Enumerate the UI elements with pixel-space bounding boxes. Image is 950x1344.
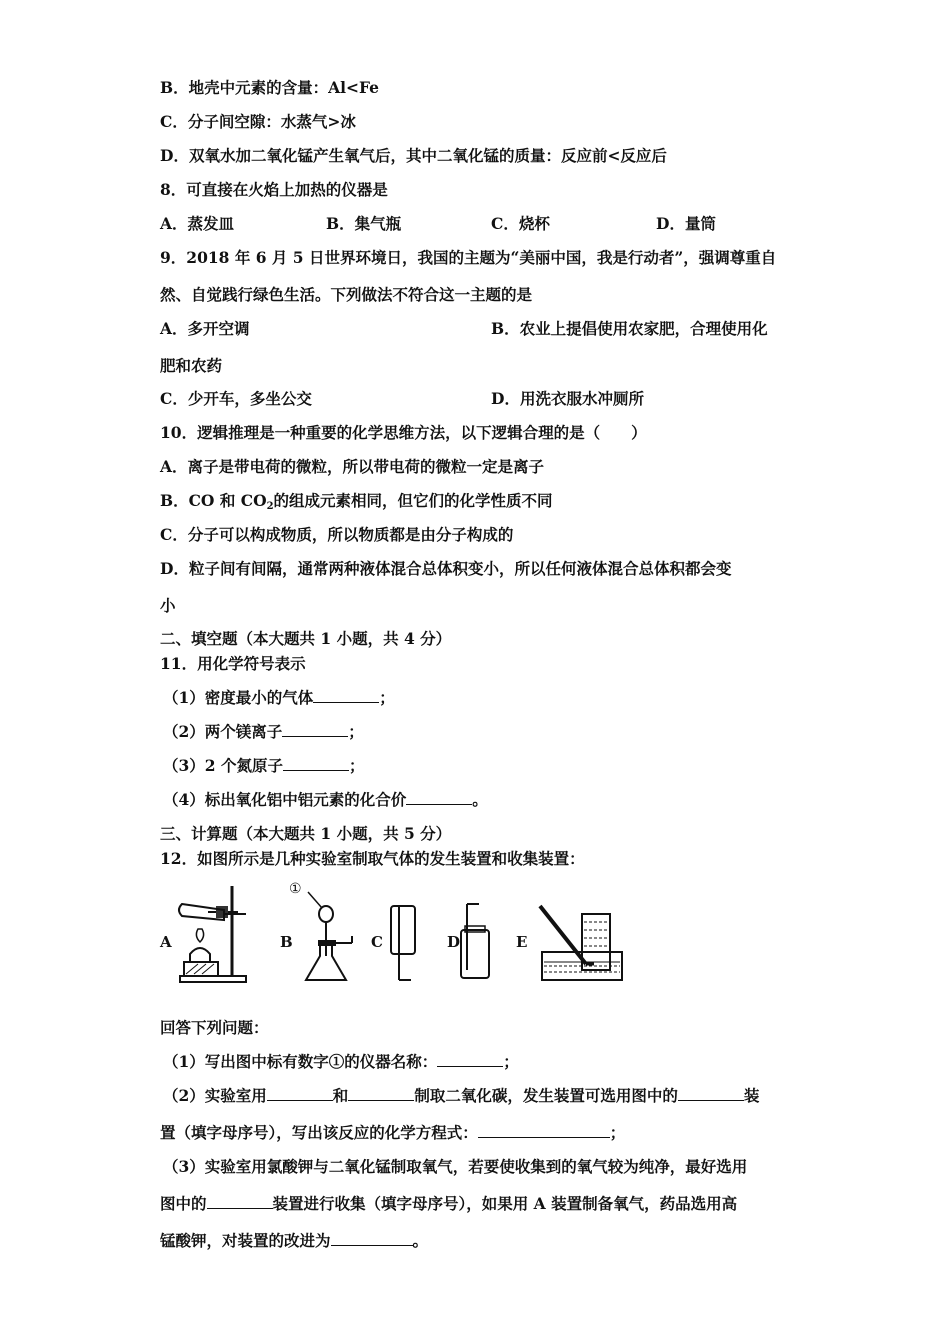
section3-title: 三、计算题（本大题共 1 小题，共 5 分） — [160, 824, 452, 843]
semicolon: ； — [379, 688, 395, 707]
q11-item-1-text: （1）密度最小的气体 — [163, 688, 314, 707]
figure-label-b: B — [280, 933, 293, 951]
q12-part-2-continued — [160, 1123, 625, 1143]
q11-item-4 — [163, 790, 488, 810]
q9-option-d: D．用洗衣服水冲厕所 — [491, 389, 644, 408]
answer-blank[interactable] — [437, 1052, 503, 1067]
apparatus-a-diagram — [172, 884, 252, 984]
section2-title: 二、填空题（本大题共 1 小题，共 4 分） — [160, 629, 452, 648]
q7-option-c: C．分子间空隙：水蒸气>冰 — [160, 112, 356, 131]
answer-blank[interactable] — [282, 722, 348, 737]
q9-stem-line1: 9．2018 年 6 月 5 日世界环境日，我国的主题为“美丽中国，我是行动者”，强调尊重自 — [160, 248, 777, 267]
q11-item-1 — [163, 688, 395, 708]
apparatus-c-diagram — [385, 900, 419, 986]
q12-part-1 — [163, 1052, 519, 1072]
q8-option-c: C．烧杯 — [491, 214, 550, 233]
q12-part-2 — [163, 1086, 759, 1106]
semicolon: ； — [348, 722, 364, 741]
q12-part-2-text-e: 置（填字母序号），写出该反应的化学方程式： — [160, 1123, 478, 1142]
q12-part-2-text-b: 和 — [332, 1086, 349, 1105]
q9-option-a: A．多开空调 — [160, 319, 250, 338]
q10-option-a: A．离子是带电荷的微粒，所以带电荷的微粒一定是离子 — [160, 457, 545, 476]
q12-part-3-text-b: 图中的 — [160, 1194, 207, 1213]
q12-part-3-text-d: 锰酸钾，对装置的改进为 — [160, 1231, 331, 1250]
q12-part-2-text-d: 装 — [743, 1086, 760, 1105]
q10-stem: 10．逻辑推理是一种重要的化学思维方法，以下逻辑合理的是（ ） — [160, 423, 647, 442]
q8-stem: 8．可直接在火焰上加热的仪器是 — [160, 180, 388, 199]
q12-part-2-text-c: 制取二氧化碳，发生装置可选用图中的 — [414, 1086, 678, 1105]
answer-blank[interactable] — [267, 1086, 333, 1101]
figure-label-e: E — [516, 933, 528, 951]
q9-stem-line2: 然、自觉践行绿色生活。下列做法不符合这一主题的是 — [160, 285, 533, 304]
q11-item-3 — [163, 756, 364, 776]
answer-blank[interactable] — [406, 790, 472, 805]
answer-blank[interactable] — [331, 1231, 413, 1246]
q10-option-b-pre: B．CO 和 CO — [160, 491, 267, 510]
q7-option-d: D．双氧水加二氧化锰产生氧气后，其中二氧化锰的质量：反应前<反应后 — [160, 146, 667, 165]
q12-part-3: （3）实验室用氯酸钾与二氧化锰制取氧气，若要使收集到的氧气较为纯净，最好选用 — [163, 1157, 748, 1176]
answer-blank[interactable] — [348, 1086, 414, 1101]
apparatus-e-diagram — [538, 900, 628, 986]
q9-option-c: C．少开车，多坐公交 — [160, 389, 312, 408]
q12-part-3-line2 — [160, 1194, 737, 1214]
q11-item-2 — [163, 722, 364, 742]
q9-option-b: B．农业上提倡使用农家肥，合理使用化 — [491, 319, 768, 338]
apparatus-d-diagram — [457, 900, 493, 986]
answer-blank[interactable] — [313, 688, 379, 703]
answer-intro: 回答下列问题： — [160, 1018, 269, 1037]
answer-blank[interactable] — [207, 1194, 273, 1209]
figure-label-c: C — [371, 933, 383, 951]
q10-option-b — [160, 491, 553, 517]
q12-part-3-line3 — [160, 1231, 428, 1251]
q10-option-b-post: 的组成元素相同，但它们的化学性质不同 — [273, 491, 553, 510]
q8-option-b: B．集气瓶 — [326, 214, 402, 233]
q10-option-d: D．粒子间有间隔，通常两种液体混合总体积变小，所以任何液体混合总体积都会变 — [160, 559, 732, 578]
figure-label-d: D — [447, 933, 461, 951]
q9-option-b-continued: 肥和农药 — [160, 356, 223, 375]
answer-blank[interactable] — [678, 1086, 744, 1101]
q12-part-1-text: （1）写出图中标有数字①的仪器名称： — [163, 1052, 438, 1071]
q10-option-b-subscript: 2 — [266, 501, 274, 512]
q12-part-3-text-c: 装置进行收集（填字母序号），如果用 A 装置制备氧气，药品选用高 — [272, 1194, 738, 1213]
semicolon: ； — [348, 756, 365, 775]
q8-option-d: D．量筒 — [656, 214, 716, 233]
q12-part-2-text-a: （2）实验室用 — [163, 1086, 267, 1105]
q8-option-a: A．蒸发皿 — [160, 214, 235, 233]
semicolon: ； — [609, 1123, 626, 1142]
q12-stem: 12．如图所示是几种实验室制取气体的发生装置和收集装置： — [160, 849, 585, 868]
q10-option-c: C．分子可以构成物质，所以物质都是由分子构成的 — [160, 525, 514, 544]
period: 。 — [412, 1231, 429, 1250]
q7-option-b: B．地壳中元素的含量：Al<Fe — [160, 78, 380, 97]
apparatus-b-diagram — [300, 890, 360, 984]
q11-item-4-text: （4）标出氧化铝中铝元素的化合价 — [163, 790, 407, 809]
q10-option-d-continued: 小 — [160, 596, 176, 615]
q11-stem: 11．用化学符号表示 — [160, 654, 306, 673]
semicolon: ； — [503, 1052, 519, 1071]
q11-item-2-text: （2）两个镁离子 — [163, 722, 283, 741]
period: 。 — [472, 790, 488, 809]
figure-circle-label: ① — [289, 881, 302, 897]
answer-blank[interactable] — [283, 756, 349, 771]
figure-label-a: A — [160, 933, 172, 951]
q11-item-3-text: （3）2 个氮原子 — [163, 756, 283, 775]
answer-blank[interactable] — [478, 1123, 610, 1138]
